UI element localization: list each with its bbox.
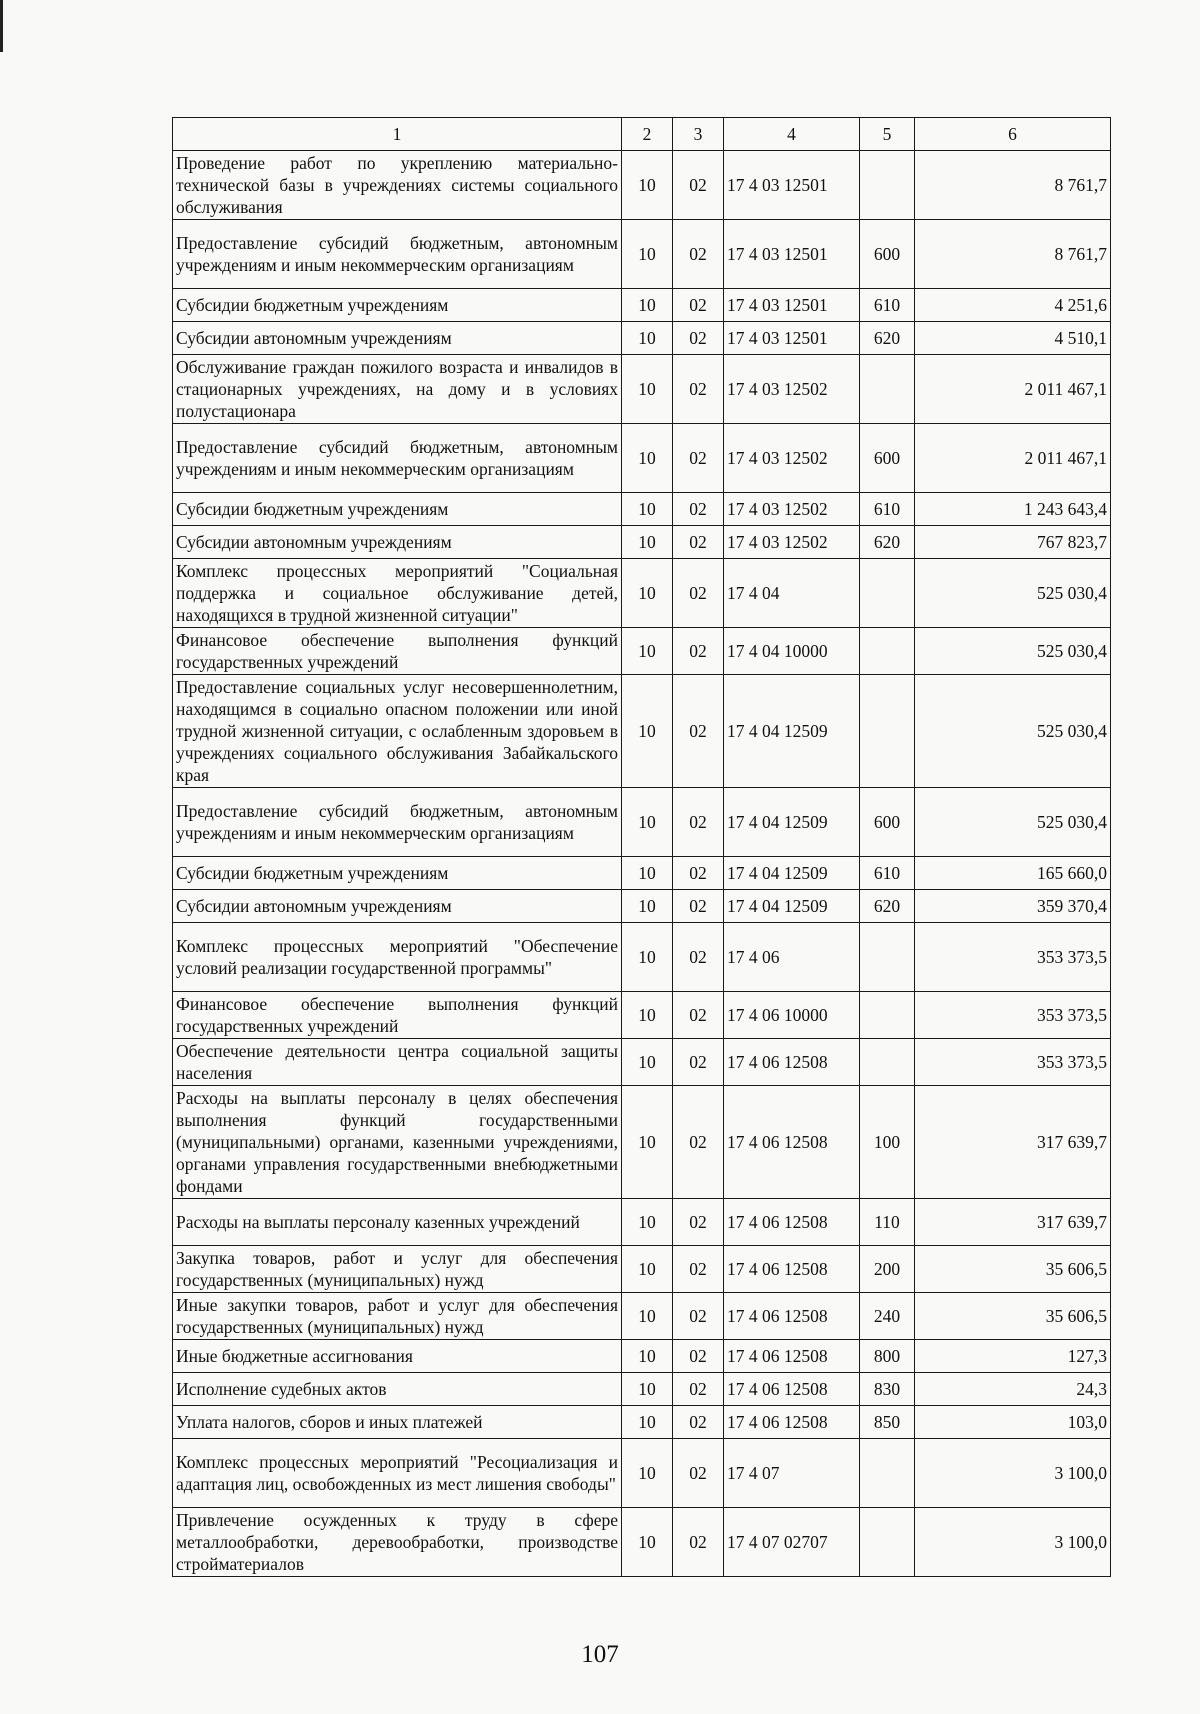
row-name: Проведение работ по укреплению материально-технической базы в учреждениях системы социального обслуживания xyxy=(173,151,622,220)
row-subsection: 02 xyxy=(673,923,724,992)
row-expense-type xyxy=(860,355,915,424)
row-section: 10 xyxy=(622,1340,673,1373)
row-subsection: 02 xyxy=(673,526,724,559)
row-expense-type xyxy=(860,1039,915,1086)
row-amount: 35 606,5 xyxy=(915,1293,1111,1340)
row-amount: 8 761,7 xyxy=(915,220,1111,289)
row-target-code: 17 4 04 12509 xyxy=(724,788,860,857)
row-section: 10 xyxy=(622,890,673,923)
row-target-code: 17 4 03 12501 xyxy=(724,151,860,220)
row-target-code: 17 4 06 12508 xyxy=(724,1340,860,1373)
row-amount: 353 373,5 xyxy=(915,1039,1111,1086)
row-expense-type: 850 xyxy=(860,1406,915,1439)
row-amount: 359 370,4 xyxy=(915,890,1111,923)
row-subsection: 02 xyxy=(673,628,724,675)
row-name: Иные закупки товаров, работ и услуг для обеспечения государственных (муниципальных) нужд xyxy=(173,1293,622,1340)
row-amount: 525 030,4 xyxy=(915,788,1111,857)
table-row xyxy=(173,1086,1111,1199)
row-subsection: 02 xyxy=(673,1508,724,1577)
table-row xyxy=(173,992,1111,1039)
row-expense-type: 830 xyxy=(860,1373,915,1406)
table-row xyxy=(173,322,1111,355)
row-subsection: 02 xyxy=(673,559,724,628)
row-subsection: 02 xyxy=(673,355,724,424)
table-row xyxy=(173,857,1111,890)
row-target-code: 17 4 06 xyxy=(724,923,860,992)
row-subsection: 02 xyxy=(673,1406,724,1439)
table-row xyxy=(173,1039,1111,1086)
row-subsection: 02 xyxy=(673,493,724,526)
row-name: Субсидии автономным учреждениям xyxy=(173,890,622,923)
row-target-code: 17 4 03 12502 xyxy=(724,355,860,424)
row-name: Обеспечение деятельности центра социальной защиты населения xyxy=(173,1039,622,1086)
row-subsection: 02 xyxy=(673,1039,724,1086)
table-row xyxy=(173,1373,1111,1406)
row-section: 10 xyxy=(622,788,673,857)
table-row xyxy=(173,628,1111,675)
scan-edge-mark xyxy=(0,0,3,52)
row-target-code: 17 4 04 xyxy=(724,559,860,628)
row-amount: 2 011 467,1 xyxy=(915,424,1111,493)
row-name: Комплекс процессных мероприятий "Обеспечение условий реализации государственной программы" xyxy=(173,923,622,992)
row-section: 10 xyxy=(622,1293,673,1340)
row-section: 10 xyxy=(622,1439,673,1508)
row-subsection: 02 xyxy=(673,1293,724,1340)
row-section: 10 xyxy=(622,675,673,788)
row-target-code: 17 4 06 12508 xyxy=(724,1293,860,1340)
table-row xyxy=(173,289,1111,322)
row-amount: 767 823,7 xyxy=(915,526,1111,559)
table-row xyxy=(173,559,1111,628)
col-header-target-code: 4 xyxy=(724,118,860,151)
row-section: 10 xyxy=(622,628,673,675)
row-expense-type: 110 xyxy=(860,1199,915,1246)
row-amount: 8 761,7 xyxy=(915,151,1111,220)
row-subsection: 02 xyxy=(673,151,724,220)
row-amount: 525 030,4 xyxy=(915,559,1111,628)
row-subsection: 02 xyxy=(673,1439,724,1508)
row-subsection: 02 xyxy=(673,1340,724,1373)
row-target-code: 17 4 04 12509 xyxy=(724,890,860,923)
row-section: 10 xyxy=(622,1246,673,1293)
row-amount: 24,3 xyxy=(915,1373,1111,1406)
row-name: Субсидии автономным учреждениям xyxy=(173,526,622,559)
table-row xyxy=(173,493,1111,526)
row-target-code: 17 4 04 10000 xyxy=(724,628,860,675)
row-name: Обслуживание граждан пожилого возраста и инвалидов в стационарных учреждениях, на дому и в условиях полустационара xyxy=(173,355,622,424)
row-target-code: 17 4 07 xyxy=(724,1439,860,1508)
row-subsection: 02 xyxy=(673,857,724,890)
row-expense-type: 610 xyxy=(860,493,915,526)
row-target-code: 17 4 03 12502 xyxy=(724,424,860,493)
row-section: 10 xyxy=(622,1086,673,1199)
row-subsection: 02 xyxy=(673,788,724,857)
row-amount: 317 639,7 xyxy=(915,1199,1111,1246)
row-subsection: 02 xyxy=(673,424,724,493)
row-subsection: 02 xyxy=(673,992,724,1039)
row-expense-type: 100 xyxy=(860,1086,915,1199)
row-amount: 35 606,5 xyxy=(915,1246,1111,1293)
row-name: Уплата налогов, сборов и иных платежей xyxy=(173,1406,622,1439)
table-row xyxy=(173,923,1111,992)
row-target-code: 17 4 06 12508 xyxy=(724,1086,860,1199)
row-name: Расходы на выплаты персоналу казенных учреждений xyxy=(173,1199,622,1246)
row-target-code: 17 4 04 12509 xyxy=(724,675,860,788)
row-target-code: 17 4 06 12508 xyxy=(724,1199,860,1246)
row-expense-type: 200 xyxy=(860,1246,915,1293)
row-section: 10 xyxy=(622,289,673,322)
row-amount: 165 660,0 xyxy=(915,857,1111,890)
col-header-amount: 6 xyxy=(915,118,1111,151)
table-row xyxy=(173,1293,1111,1340)
table-row xyxy=(173,220,1111,289)
row-target-code: 17 4 06 12508 xyxy=(724,1246,860,1293)
row-amount: 127,3 xyxy=(915,1340,1111,1373)
row-name: Исполнение судебных актов xyxy=(173,1373,622,1406)
page-number: 107 xyxy=(581,1641,619,1668)
table-row xyxy=(173,1246,1111,1293)
row-name: Субсидии автономным учреждениям xyxy=(173,322,622,355)
row-target-code: 17 4 06 12508 xyxy=(724,1039,860,1086)
row-section: 10 xyxy=(622,992,673,1039)
row-section: 10 xyxy=(622,923,673,992)
row-expense-type: 240 xyxy=(860,1293,915,1340)
row-target-code: 17 4 03 12502 xyxy=(724,526,860,559)
row-expense-type xyxy=(860,151,915,220)
table-row xyxy=(173,1508,1111,1577)
row-subsection: 02 xyxy=(673,890,724,923)
row-amount: 1 243 643,4 xyxy=(915,493,1111,526)
col-header-subsection: 3 xyxy=(673,118,724,151)
row-target-code: 17 4 03 12501 xyxy=(724,220,860,289)
row-subsection: 02 xyxy=(673,289,724,322)
row-target-code: 17 4 07 02707 xyxy=(724,1508,860,1577)
row-amount: 353 373,5 xyxy=(915,923,1111,992)
row-target-code: 17 4 06 10000 xyxy=(724,992,860,1039)
row-name: Финансовое обеспечение выполнения функций государственных учреждений xyxy=(173,628,622,675)
row-expense-type: 620 xyxy=(860,890,915,923)
row-name: Субсидии бюджетным учреждениям xyxy=(173,493,622,526)
row-name: Иные бюджетные ассигнования xyxy=(173,1340,622,1373)
row-amount: 525 030,4 xyxy=(915,628,1111,675)
table-row xyxy=(173,355,1111,424)
row-expense-type xyxy=(860,992,915,1039)
row-name: Предоставление субсидий бюджетным, автономным учреждениям и иным некоммерческим организациям xyxy=(173,424,622,493)
row-name: Предоставление социальных услуг несовершеннолетним, находящимся в социально опасном положении или иной трудной жизненной ситуации, с ослабленным здоровьем в учреждениях социального обслуживания Забайкальского края xyxy=(173,675,622,788)
row-amount: 317 639,7 xyxy=(915,1086,1111,1199)
row-section: 10 xyxy=(622,355,673,424)
row-amount: 4 510,1 xyxy=(915,322,1111,355)
row-target-code: 17 4 03 12502 xyxy=(724,493,860,526)
row-subsection: 02 xyxy=(673,1373,724,1406)
row-section: 10 xyxy=(622,151,673,220)
table-row xyxy=(173,1199,1111,1246)
row-subsection: 02 xyxy=(673,1199,724,1246)
row-subsection: 02 xyxy=(673,220,724,289)
table-row xyxy=(173,1340,1111,1373)
row-name: Субсидии бюджетным учреждениям xyxy=(173,289,622,322)
row-amount: 3 100,0 xyxy=(915,1508,1111,1577)
row-expense-type xyxy=(860,1439,915,1508)
row-section: 10 xyxy=(622,322,673,355)
row-name: Привлечение осужденных к труду в сфере металлообработки, деревообработки, производстве стройматериалов xyxy=(173,1508,622,1577)
row-section: 10 xyxy=(622,1508,673,1577)
row-name: Финансовое обеспечение выполнения функций государственных учреждений xyxy=(173,992,622,1039)
budget-table xyxy=(172,117,1111,1577)
table-row xyxy=(173,1439,1111,1508)
col-header-expense-type: 5 xyxy=(860,118,915,151)
row-expense-type: 600 xyxy=(860,424,915,493)
row-expense-type xyxy=(860,628,915,675)
row-expense-type xyxy=(860,559,915,628)
row-target-code: 17 4 04 12509 xyxy=(724,857,860,890)
table-row xyxy=(173,526,1111,559)
col-header-name: 1 xyxy=(173,118,622,151)
row-section: 10 xyxy=(622,1199,673,1246)
row-expense-type xyxy=(860,1508,915,1577)
row-expense-type: 800 xyxy=(860,1340,915,1373)
row-target-code: 17 4 06 12508 xyxy=(724,1373,860,1406)
row-section: 10 xyxy=(622,424,673,493)
row-expense-type: 610 xyxy=(860,857,915,890)
row-name: Комплекс процессных мероприятий "Ресоциализация и адаптация лиц, освобожденных из мест лишения свободы" xyxy=(173,1439,622,1508)
row-name: Расходы на выплаты персоналу в целях обеспечения выполнения функций государственными (муниципальными) органами, казенными учреждениями, органами управления государственными внебюджетными фондами xyxy=(173,1086,622,1199)
row-subsection: 02 xyxy=(673,675,724,788)
row-target-code: 17 4 03 12501 xyxy=(724,322,860,355)
table-row xyxy=(173,675,1111,788)
row-section: 10 xyxy=(622,493,673,526)
row-section: 10 xyxy=(622,559,673,628)
row-amount: 4 251,6 xyxy=(915,289,1111,322)
table-row xyxy=(173,151,1111,220)
table-header-row xyxy=(173,118,1111,151)
row-amount: 3 100,0 xyxy=(915,1439,1111,1508)
row-subsection: 02 xyxy=(673,322,724,355)
row-name: Предоставление субсидий бюджетным, автономным учреждениям и иным некоммерческим организациям xyxy=(173,220,622,289)
row-section: 10 xyxy=(622,1039,673,1086)
row-section: 10 xyxy=(622,526,673,559)
row-section: 10 xyxy=(622,1373,673,1406)
row-expense-type: 620 xyxy=(860,322,915,355)
row-expense-type: 600 xyxy=(860,788,915,857)
row-amount: 525 030,4 xyxy=(915,675,1111,788)
row-expense-type: 620 xyxy=(860,526,915,559)
row-name: Субсидии бюджетным учреждениям xyxy=(173,857,622,890)
row-expense-type xyxy=(860,923,915,992)
row-name: Предоставление субсидий бюджетным, автономным учреждениям и иным некоммерческим организациям xyxy=(173,788,622,857)
row-section: 10 xyxy=(622,1406,673,1439)
row-name: Комплекс процессных мероприятий "Социальная поддержка и социальное обслуживание детей, находящихся в трудной жизненной ситуации" xyxy=(173,559,622,628)
row-section: 10 xyxy=(622,857,673,890)
row-subsection: 02 xyxy=(673,1086,724,1199)
table-row xyxy=(173,424,1111,493)
row-expense-type: 610 xyxy=(860,289,915,322)
row-name: Закупка товаров, работ и услуг для обеспечения государственных (муниципальных) нужд xyxy=(173,1246,622,1293)
table-row xyxy=(173,890,1111,923)
col-header-section: 2 xyxy=(622,118,673,151)
row-section: 10 xyxy=(622,220,673,289)
row-subsection: 02 xyxy=(673,1246,724,1293)
table-row xyxy=(173,788,1111,857)
table-row xyxy=(173,1406,1111,1439)
row-target-code: 17 4 06 12508 xyxy=(724,1406,860,1439)
row-expense-type: 600 xyxy=(860,220,915,289)
row-amount: 353 373,5 xyxy=(915,992,1111,1039)
row-amount: 2 011 467,1 xyxy=(915,355,1111,424)
row-amount: 103,0 xyxy=(915,1406,1111,1439)
row-target-code: 17 4 03 12501 xyxy=(724,289,860,322)
row-expense-type xyxy=(860,675,915,788)
